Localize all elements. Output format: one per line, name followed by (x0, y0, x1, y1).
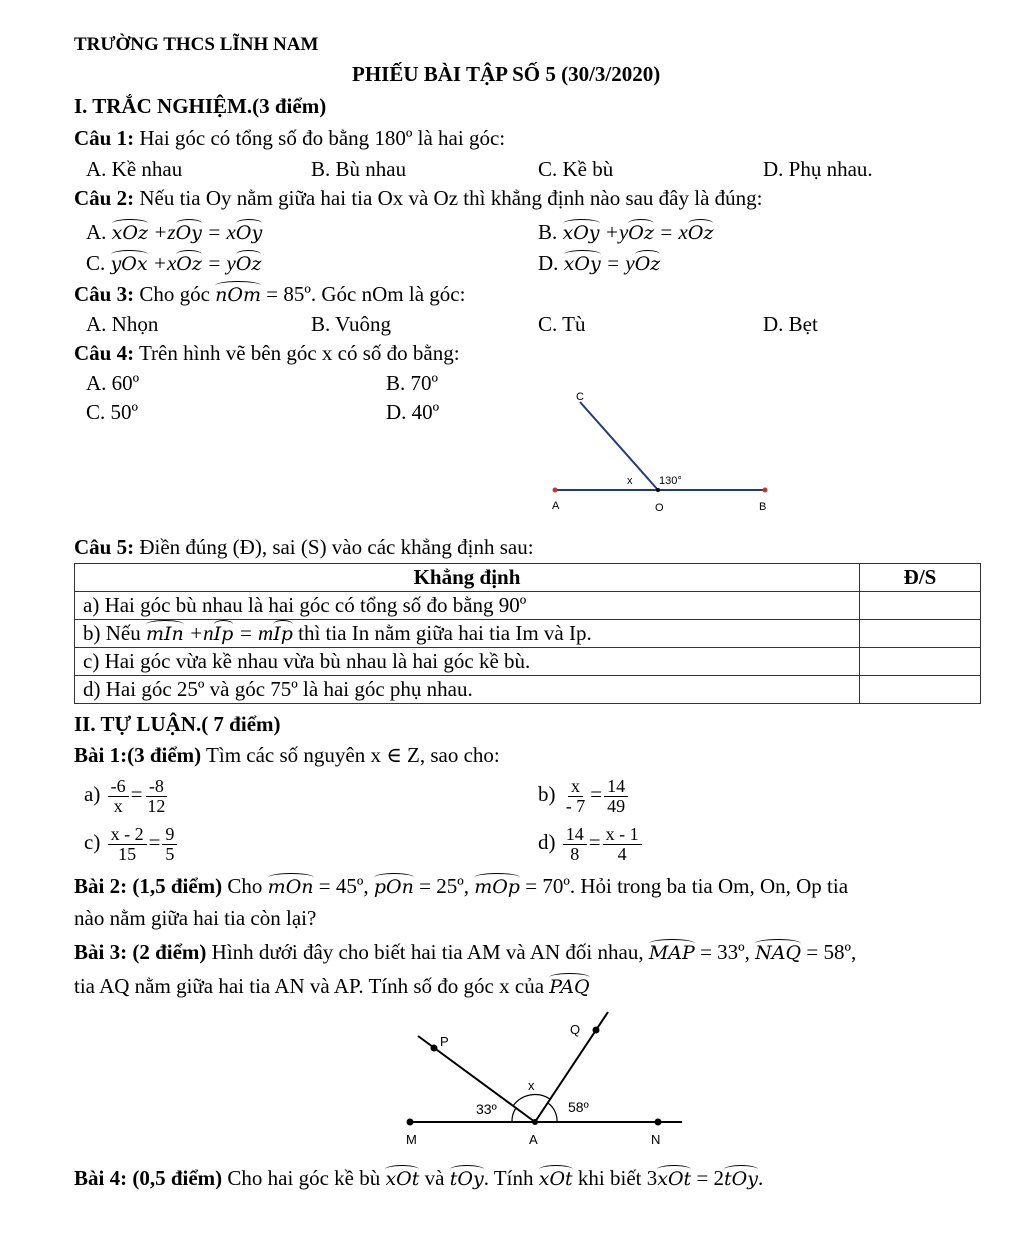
bai1-part-a: a) $\frac{-6}{x}$ = $\frac{-8}{12}$ (84, 776, 166, 816)
label-m: M (406, 1132, 417, 1147)
worksheet-title: PHIẾU BÀI TẬP SỐ 5 (30/3/2020) (352, 62, 661, 86)
table-header-ds: Đ/S (860, 564, 981, 592)
label-a: A (552, 500, 560, 512)
statement-b: b) Nếu mIn +nIp = mIp thì tia In nằm giữa hai tia Im và Ip. (75, 620, 860, 648)
label-a: A (529, 1132, 538, 1147)
q4-option-c: C. 50º (86, 400, 139, 424)
q2-option-d: D. xOy = yOz (538, 251, 661, 275)
q4-option-a: A. 60º (86, 371, 140, 395)
q1-option-c: C. Kề bù (538, 157, 614, 181)
point-q (593, 1027, 600, 1034)
bai3-angle-figure (390, 1008, 710, 1158)
label-p: P (440, 1034, 449, 1049)
answer-cell-c[interactable] (860, 648, 981, 676)
school-name: TRƯỜNG THCS LĨNH NAM (74, 34, 319, 55)
bai2-line2: nào nằm giữa hai tia còn lại? (74, 906, 317, 930)
bai4-stem: Bài 4: (0,5 điểm) Cho hai góc kề bù xOt và tOy. Tính xOt khi biết 3xOt = 2tOy. (74, 1166, 764, 1190)
angle-arc-33 (512, 1108, 516, 1122)
label-o: O (655, 502, 664, 514)
q3-option-d: D. Bẹt (763, 312, 818, 336)
label-58: 58º (568, 1099, 589, 1115)
q1-option-a: A. Kề nhau (86, 157, 183, 181)
section1-heading: I. TRẮC NGHIỆM.(3 điểm) (74, 94, 327, 118)
table-row (75, 648, 981, 676)
bai1-part-d: d) $\frac{14}{8}$ = $\frac{x - 1}{4}$ (538, 825, 644, 864)
point-b (763, 488, 768, 493)
point-n (655, 1119, 662, 1126)
q4-option-d: D. 40º (386, 400, 440, 424)
q4-stem: Câu 4: Trên hình vẽ bên góc x có số đo bằng: (74, 341, 460, 365)
answer-cell-a[interactable] (860, 592, 981, 620)
table-row (75, 620, 981, 648)
statement-c: c) Hai góc vừa kề nhau vừa bù nhau là hai góc kề bù. (75, 648, 860, 676)
label-33: 33º (476, 1101, 497, 1117)
statement-d: d) Hai góc 25º và góc 75º là hai góc phụ nhau. (75, 676, 860, 704)
true-false-table (74, 563, 981, 704)
point-p (431, 1045, 438, 1052)
q4-angle-figure (540, 380, 790, 520)
answer-cell-b[interactable] (860, 620, 981, 648)
q2-option-c: C. yOx +xOz = yOz (86, 251, 262, 275)
q1-option-b: B. Bù nhau (311, 157, 407, 181)
answer-cell-d[interactable] (860, 676, 981, 704)
point-o (656, 488, 660, 492)
bai1-stem: Bài 1:(3 điểm) Tìm các số nguyên x ∈ Z, sao cho: (74, 743, 500, 767)
statement-a: a) Hai góc bù nhau là hai góc có tổng số đo bằng 90º (75, 592, 860, 620)
point-m (407, 1119, 414, 1126)
table-header-statement: Khẳng định (75, 564, 860, 592)
bai3-line1: Bài 3: (2 điểm) Hình dưới đây cho biết hai tia AM và AN đối nhau, MAP = 33º, NAQ = 58º, (74, 940, 857, 964)
bai3-line2: tia AQ nằm giữa hai tia AN và AP. Tính số đo góc x của PAQ (74, 974, 590, 998)
q4-option-b: B. 70º (386, 371, 439, 395)
q3-option-a: A. Nhọn (86, 312, 159, 336)
label-130: 130° (659, 475, 682, 487)
q3-option-c: C. Tù (538, 312, 586, 336)
angle-arc-58 (548, 1103, 557, 1122)
bai1-part-c: c) $\frac{x - 2}{15}$ = $\frac{9}{5}$ (84, 825, 179, 864)
q3-option-b: B. Vuông (311, 312, 392, 336)
ray-oc (580, 402, 658, 490)
q2-option-a: A. xOz +zOy = xOy (86, 220, 263, 244)
bai1-part-b: b) $\frac{x}{- 7}$ = $\frac{14}{49}$ (538, 777, 630, 816)
point-a (532, 1119, 538, 1125)
angle-arc-x (513, 1095, 550, 1106)
label-n: N (651, 1132, 661, 1147)
q2-option-b: B. xOy +yOz = xOz (538, 220, 714, 244)
q1-stem: Câu 1: Hai góc có tổng số đo bằng 180º là hai góc: (74, 126, 506, 150)
label-b: B (759, 501, 767, 513)
label-x: x (528, 1078, 535, 1093)
q1-option-d: D. Phụ nhau. (763, 157, 873, 181)
q2-stem: Câu 2: Nếu tia Oy nằm giữa hai tia Ox và Oz thì khẳng định nào sau đây là đúng: (74, 186, 763, 210)
table-row (75, 676, 981, 704)
q3-stem: Câu 3: Cho góc nOm = 85º. Góc nOm là góc: (74, 282, 466, 306)
point-a (553, 488, 558, 493)
bai2-line1: Bài 2: (1,5 điểm) Cho mOn = 45º, pOn = 25º, mOp = 70º. Hỏi trong ba tia Om, On, Op tia (74, 874, 849, 898)
section2-heading: II. TỰ LUẬN.( 7 điểm) (74, 712, 281, 736)
label-x: x (627, 475, 633, 487)
table-row (75, 592, 981, 620)
label-c: C (576, 391, 584, 403)
label-q: Q (570, 1022, 581, 1037)
q5-stem: Câu 5: Điền đúng (Đ), sai (S) vào các khẳng định sau: (74, 535, 534, 559)
